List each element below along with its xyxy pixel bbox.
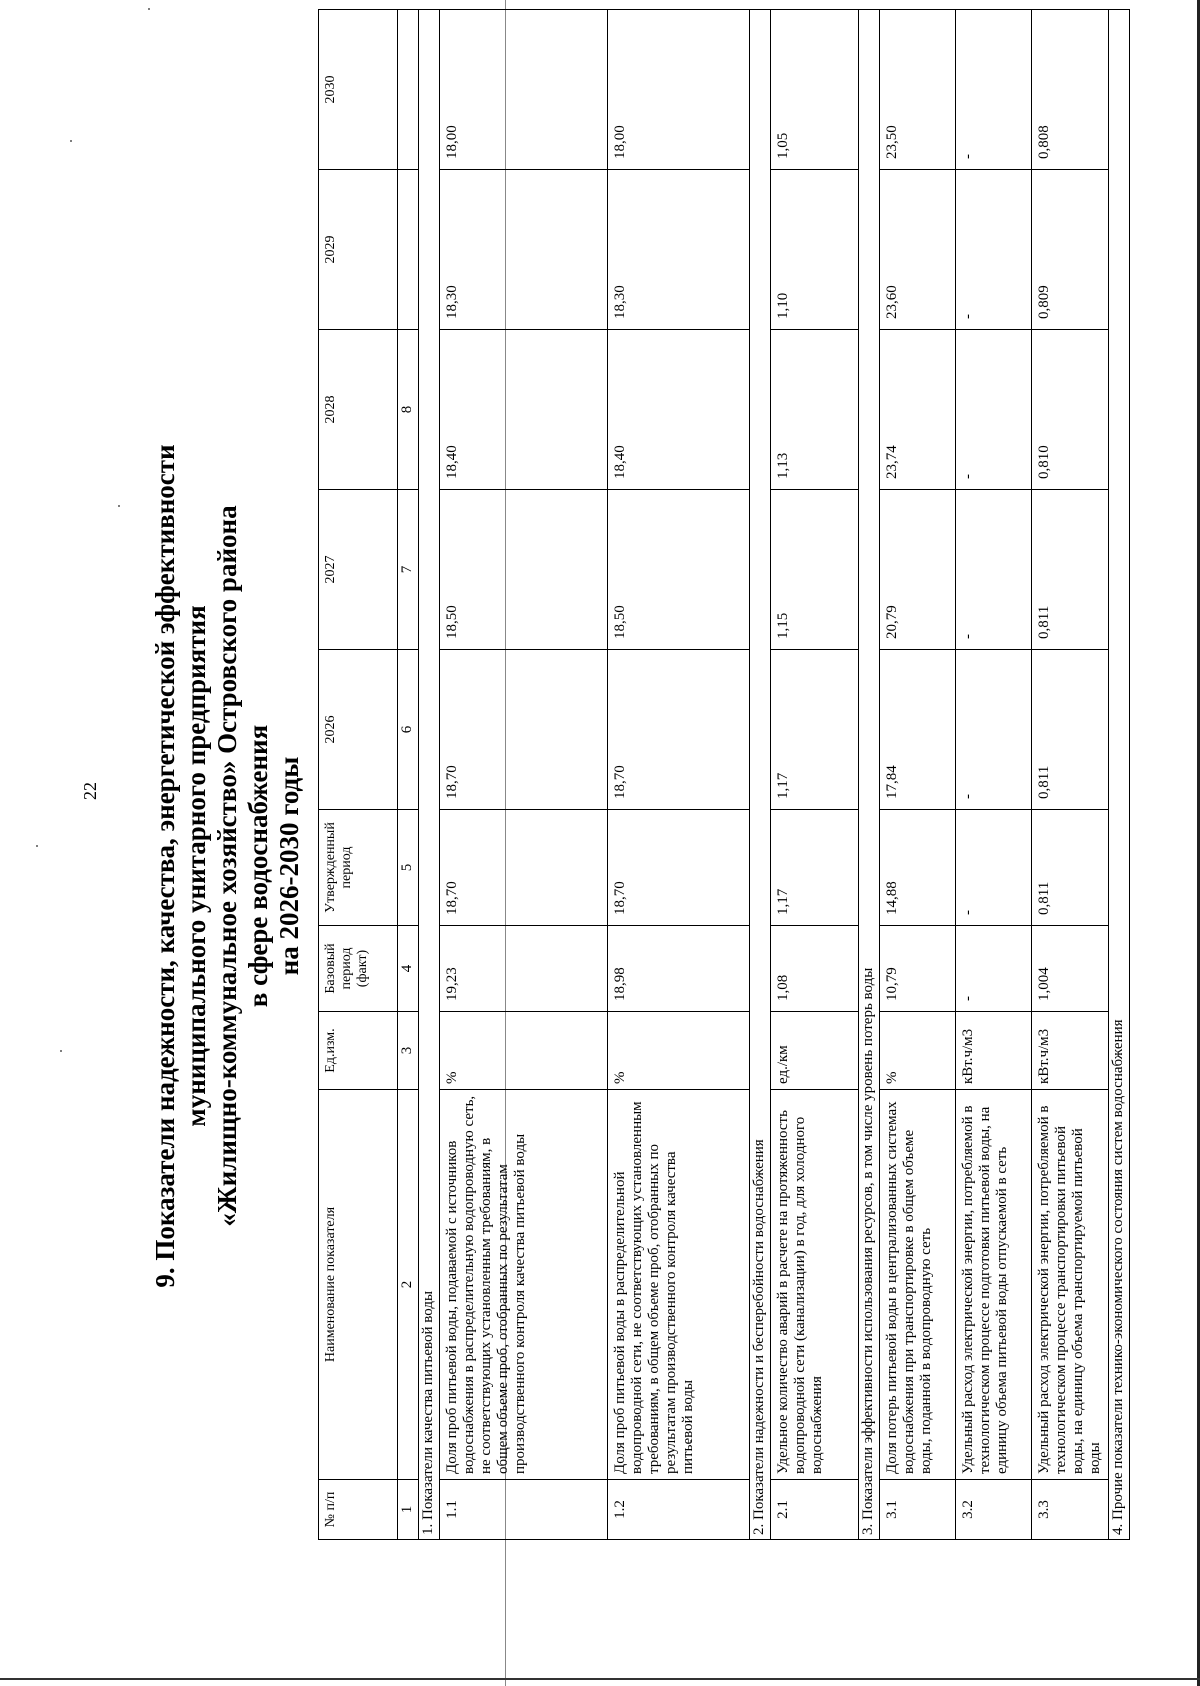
- column-number-cell: 8: [398, 330, 419, 490]
- header-cell: № п/п: [319, 1480, 398, 1540]
- value-cell: 1,17: [771, 650, 859, 810]
- table-row: [880, 10, 956, 1540]
- value-cell: 1,13: [771, 330, 859, 490]
- value-cell: 18,50: [608, 490, 750, 650]
- indicator-name: Доля потерь питьевой воды в централизованных системах водоснабжения при транспортировке в общем объеме воды, поданной в водопроводную сеть: [880, 1090, 956, 1480]
- value-cell: 0,808: [1032, 10, 1109, 170]
- indicator-name: Удельный расход электрической энергии, потребляемой в технологическом процессе подготовки питьевой воды, на единицу объема питьевой воды отпускаемой в сеть: [956, 1090, 1032, 1480]
- header-cell: 2026: [319, 650, 398, 810]
- value-cell: 23,60: [880, 170, 956, 330]
- header-cell: 2028: [319, 330, 398, 490]
- value-cell: 1,17: [771, 810, 859, 926]
- unit-cell: %: [608, 1012, 750, 1090]
- title-line: муниципального унитарного предприятия: [181, 605, 211, 1127]
- value-cell: 1,08: [771, 926, 859, 1012]
- row-number: 3.1: [880, 1480, 956, 1540]
- value-cell: -: [956, 650, 1032, 810]
- value-cell: 18,50: [440, 490, 608, 650]
- header-cell: Наименование показателя: [319, 1090, 398, 1480]
- row-number: 3.2: [956, 1480, 1032, 1540]
- value-cell: 18,00: [440, 10, 608, 170]
- column-number-cell: 6: [398, 650, 419, 810]
- section-row: [1109, 10, 1130, 1540]
- unit-cell: кВт.ч/м3: [956, 1012, 1032, 1090]
- value-cell: 0,811: [1032, 490, 1109, 650]
- value-cell: 18,70: [440, 650, 608, 810]
- column-number-cell: 3: [398, 1012, 419, 1090]
- unit-cell: %: [440, 1012, 608, 1090]
- section-title: 2. Показатели надежности и бесперебойности водоснабжения: [750, 10, 771, 1540]
- column-number-cell: 5: [398, 810, 419, 926]
- table-row: [1032, 10, 1109, 1540]
- value-cell: 20,79: [880, 490, 956, 650]
- section-row: [419, 10, 440, 1540]
- value-cell: -: [956, 330, 1032, 490]
- value-cell: 10,79: [880, 926, 956, 1012]
- value-cell: 19,23: [440, 926, 608, 1012]
- value-cell: 18,00: [608, 10, 750, 170]
- value-cell: 18,30: [440, 170, 608, 330]
- unit-cell: %: [880, 1012, 956, 1090]
- indicators-table: [318, 9, 1130, 1540]
- value-cell: 14,88: [880, 810, 956, 926]
- column-number-cell: 4: [398, 926, 419, 1012]
- column-number-row: [398, 10, 419, 1540]
- unit-cell: ед./км: [771, 1012, 859, 1090]
- value-cell: 18,98: [608, 926, 750, 1012]
- column-number-cell: 1: [398, 1480, 419, 1540]
- column-number-cell: [398, 10, 419, 170]
- row-number: 3.3: [1032, 1480, 1109, 1540]
- column-number-cell: 2: [398, 1090, 419, 1480]
- header-cell: Ед.изм.: [319, 1012, 398, 1090]
- column-number-cell: [398, 170, 419, 330]
- title-line: на 2026-2030 годы: [274, 756, 304, 976]
- title-line: в сфере водоснабжения: [243, 724, 273, 1008]
- value-cell: 1,10: [771, 170, 859, 330]
- document-title: [150, 166, 305, 1566]
- page-number: 22: [80, 782, 100, 800]
- value-cell: -: [956, 490, 1032, 650]
- value-cell: 18,30: [608, 170, 750, 330]
- section-row: [750, 10, 771, 1540]
- value-cell: 23,74: [880, 330, 956, 490]
- header-cell: 2029: [319, 170, 398, 330]
- value-cell: 0,811: [1032, 810, 1109, 926]
- value-cell: 18,70: [608, 810, 750, 926]
- value-cell: 23,50: [880, 10, 956, 170]
- header-cell: Базовый период (факт): [319, 926, 398, 1012]
- value-cell: -: [956, 170, 1032, 330]
- row-number: 2.1: [771, 1480, 859, 1540]
- indicator-name: Удельное количество аварий в расчете на протяженность водопроводной сети (канализации) в год, для холодного водоснабжения: [771, 1090, 859, 1480]
- value-cell: 18,70: [608, 650, 750, 810]
- value-cell: 0,809: [1032, 170, 1109, 330]
- column-number-cell: 7: [398, 490, 419, 650]
- section-title: 3. Показатели эффективности использования ресурсов, в том числе уровень потерь воды: [859, 10, 880, 1540]
- row-number: 1.1: [440, 1480, 608, 1540]
- value-cell: 18,40: [440, 330, 608, 490]
- table-row: [608, 10, 750, 1540]
- indicator-name: Доля проб питьевой воды в распределительной водопроводной сети, не соответствующих установленным требованиям, в общем объеме проб, отобранных по результатам производственного контроля качества питьевой воды: [608, 1090, 750, 1480]
- header-cell: Утвержденный период: [319, 810, 398, 926]
- value-cell: -: [956, 10, 1032, 170]
- value-cell: 1,004: [1032, 926, 1109, 1012]
- table-row: [771, 10, 859, 1540]
- table-row: [440, 10, 608, 1540]
- value-cell: 0,810: [1032, 330, 1109, 490]
- title-line: «Жилищно-коммунальное хозяйство» Островского района: [212, 505, 242, 1227]
- value-cell: -: [956, 810, 1032, 926]
- value-cell: 18,40: [608, 330, 750, 490]
- section-title: 4. Прочие показатели технико-экономического состояния систем водоснабжения: [1109, 10, 1130, 1540]
- table-row: [956, 10, 1032, 1540]
- header-row: [319, 10, 398, 1540]
- indicator-name: Доля проб питьевой воды, подаваемой с источников водоснабжения в распределительную водопроводную сеть, не соответствующих установленным требованиям, в общем объеме проб, отобранных по результатам производственного контроля качества питьевой воды: [440, 1090, 608, 1480]
- row-number: 1.2: [608, 1480, 750, 1540]
- header-cell: 2027: [319, 490, 398, 650]
- value-cell: 18,70: [440, 810, 608, 926]
- header-cell: 2030: [319, 10, 398, 170]
- value-cell: -: [956, 926, 1032, 1012]
- value-cell: 1,05: [771, 10, 859, 170]
- value-cell: 1,15: [771, 490, 859, 650]
- value-cell: 0,811: [1032, 650, 1109, 810]
- unit-cell: кВт.ч/м3: [1032, 1012, 1109, 1090]
- section-title: 1. Показатели качества питьевой воды: [419, 10, 440, 1540]
- indicator-name: Удельный расход электрической энергии, потребляемой в технологическом процессе транспортировки питьевой воды, на единицу объема транспортируемой питьевой воды: [1032, 1090, 1109, 1480]
- title-line: 9. Показатели надежности, качества, энергетической эффективности: [150, 444, 180, 1288]
- value-cell: 17,84: [880, 650, 956, 810]
- section-row: [859, 10, 880, 1540]
